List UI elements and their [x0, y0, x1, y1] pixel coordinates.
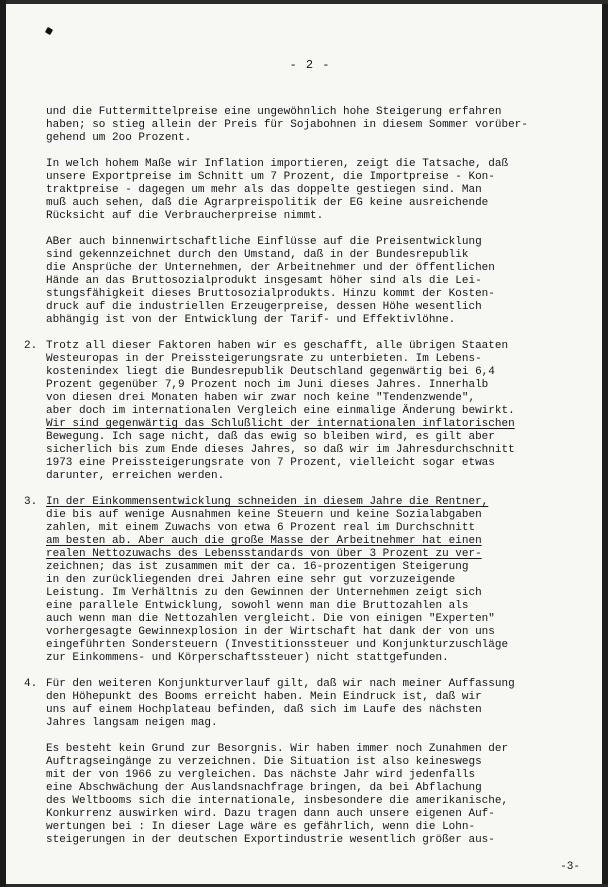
text-line: zeichnen; das ist zusammen mit der ca. 16-prozentigen Steigerung [46, 561, 469, 573]
text-line: in den zurückliegenden drei Jahren eine sehr gut vorzuzeigende [46, 574, 456, 586]
underlined-text-line: realen Nettozuwachs des Lebensstandards von über 3 Prozent zu ver- [46, 548, 482, 560]
text-line: druck auf die industriellen Erzeugerpreise, dessen Höhe wesentlich [46, 301, 482, 313]
text-line: eingeführten Sondersteuern (Investitionssteuer und Konjunkturzuschläge [46, 639, 509, 651]
next-page-marker: -3- [560, 861, 580, 873]
text-line: Auftragseingänge zu verzeichnen. Die Situation ist also keineswegs [46, 756, 482, 768]
scan-edge-top [6, 0, 608, 4]
text-line: auch wenn man die Nettozahlen vergleicht. Die von einigen "Experten" [46, 613, 495, 625]
text-line: Leistung. Im Verhältnis zu den Gewinnen der Unternehmen zeigt sich [46, 587, 482, 599]
text-line: Prozent gegenüber 7,9 Prozent noch im Juni dieses Jahres. Innerhalb [46, 379, 489, 391]
text-line: aber doch im internationalen Vergleich eine einmalige Änderung bewirkt. [46, 405, 515, 417]
numbered-item-3 [24, 496, 604, 665]
text-line: 1973 eine Preissteigerungsrate von 7 Prozent, vielleicht sogar etwas [46, 457, 495, 469]
text-line: mit der von 1966 zu vergleichen. Das nächste Jahr wird jedenfalls [46, 769, 476, 781]
text-line: und die Futtermittelpreise eine ungewöhnlich hohe Steigerung erfahren [46, 106, 502, 118]
text-line: uns auf einem Hochplateau befinden, daß sich im Laufe des nächsten [46, 704, 482, 716]
text-line: darunter, erreichen werden. [46, 470, 225, 482]
underlined-text-line: In der Einkommensentwicklung schneiden in diesem Jahre die Rentner, [46, 496, 489, 508]
item-number: 4. [24, 678, 38, 690]
text-line: die Ansprüche der Unternehmen, der Arbeitnehmer und der öffentlichen [46, 262, 495, 274]
paragraph-futtermittel [46, 106, 604, 145]
text-line: Hände an das Bruttosozialprodukt insgesamt höher sind als die Lei- [46, 275, 482, 287]
text-line: Bewegung. Ich sage nicht, daß das ewig so bleiben wird, es gilt aber [46, 431, 495, 443]
text-line: Für den weiteren Konjunkturverlauf gilt, daß wir nach meiner Auffassung [46, 678, 515, 690]
page-number: - 2 - [289, 58, 331, 72]
text-line: zur Einkommens- und Körperschaftssteuer) nicht stattgefunden. [46, 652, 449, 664]
numbered-item-2 [24, 340, 604, 483]
numbered-item-4 [24, 678, 604, 730]
item-number: 2. [24, 340, 38, 352]
text-line: ABer auch binnenwirtschaftliche Einflüsse auf die Preisentwicklung [46, 236, 482, 248]
margin-tick-mark [45, 27, 53, 35]
text-line: abhängig ist von der Entwicklung der Tarif- und Effektivlöhne. [46, 314, 456, 326]
paragraph-binnenwirtschaft [46, 236, 604, 327]
text-line: Westeuropas in der Preissteigerungsrate zu unterbieten. Im Lebens- [46, 353, 482, 365]
underlined-text-line: am besten ab. Aber auch die große Masse der Arbeitnehmer hat einen [46, 535, 482, 547]
text-line: steigerungen in der deutschen Exportindustrie wesentlich größer aus- [46, 834, 495, 846]
text-line: Jahres langsam neigen mag. [46, 717, 218, 729]
item-number: 3. [24, 496, 38, 508]
text-line: Es besteht kein Grund zur Besorgnis. Wir haben immer noch Zunahmen der [46, 743, 509, 755]
paragraph-besorgnis [46, 743, 604, 847]
document-body [24, 106, 604, 860]
text-line: den Höhepunkt des Booms erreicht haben. Mein Eindruck ist, daß wir [46, 691, 482, 703]
text-line: Rücksicht auf die Verbraucherpreise nimmt. [46, 210, 324, 222]
text-line: kostenindex liegt die Bundesrepublik Deutschland gegenwärtig bei 6,4 [46, 366, 495, 378]
text-line: des Weltbooms sich die internationale, insbesondere die amerikanische, [46, 795, 509, 807]
text-line: stungsfähigkeit dieses Bruttosozialprodukts. Hinzu kommt der Kosten- [46, 288, 495, 300]
paragraph-inflation-import [46, 158, 604, 223]
text-line: wertungen bei : In dieser Lage wäre es gefährlich, wenn die Lohn- [46, 821, 476, 833]
text-line: Konkurrenz auswirken wird. Dazu tragen dann auch unsere eigenen Auf- [46, 808, 495, 820]
text-line: gehend um 2oo Prozent. [46, 132, 192, 144]
text-line: traktpreise - dagegen um mehr als das doppelte gestiegen sind. Man [46, 184, 482, 196]
text-line: eine Abschwächung der Auslandsnachfrage bringen, da bei Abflachung [46, 782, 482, 794]
text-line: zahlen, mit einem Zuwachs von etwa 6 Prozent real im Durchschnitt [46, 522, 476, 534]
text-line: In welch hohem Maße wir Inflation importieren, zeigt die Tatsache, daß [46, 158, 509, 170]
text-line: eine parallele Entwicklung, sowohl wenn man die Bruttozahlen als [46, 600, 469, 612]
text-line: vorhergesagte Gewinnexplosion in der Wirtschaft hat dank der von uns [46, 626, 495, 638]
text-line: muß auch sehen, daß die Agrarpreispolitik der EG keine ausreichende [46, 197, 489, 209]
text-line: unsere Exportpreise im Schnitt um 7 Prozent, die Importpreise - Kon- [46, 171, 495, 183]
text-line: sicherlich bis zum Ende dieses Jahres, so daß wir im Jahresdurchschnitt [46, 444, 515, 456]
text-line: die bis auf wenige Ausnahmen keine Steuern und keine Sozialabgaben [46, 509, 482, 521]
text-line: sind gekennzeichnet durch den Umstand, daß in der Bundesrepublik [46, 249, 469, 261]
text-line: von diesen drei Monaten haben wir zwar noch keine "Tendenzwende", [46, 392, 476, 404]
text-line: haben; so stieg allein der Preis für Sojabohnen in diesem Sommer vorüber- [46, 119, 528, 131]
text-line: Trotz all dieser Faktoren haben wir es geschafft, alle übrigen Staaten [46, 340, 509, 352]
underlined-text-line: Wir sind gegenwärtig das Schlußlicht der internationalen inflatorischen [46, 418, 515, 430]
